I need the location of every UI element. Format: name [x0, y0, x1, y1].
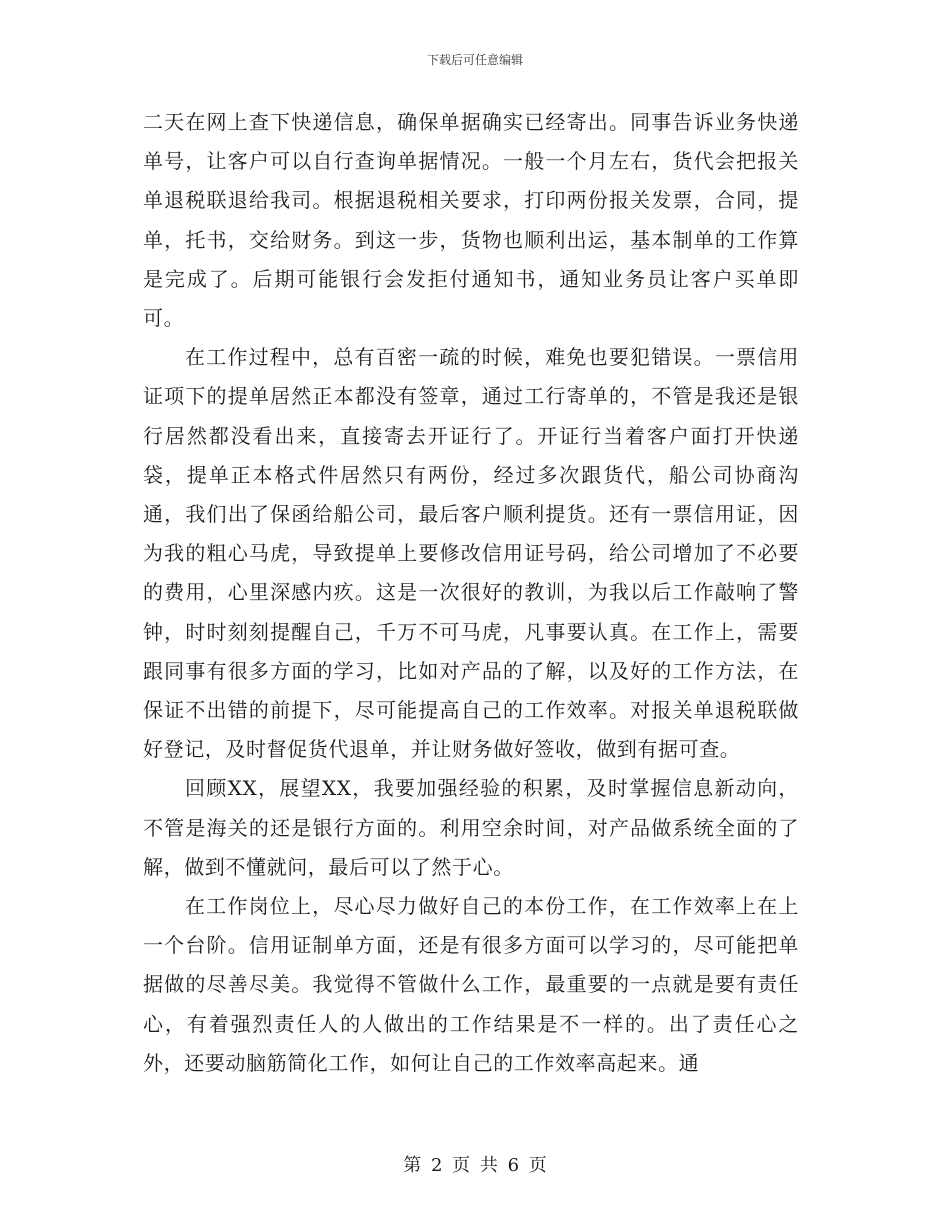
document-body: [143, 103, 799, 1083]
paragraph-3: 回顾XX，展望XX，我要加强经验的积累，及时掌握信息新动向，不管是海关的还是银行方面的。利用空余时间，对产品做系统全面的了解，做到不懂就问，最后可以了然于心。: [143, 776, 799, 879]
page-header: 下载后可任意编辑: [426, 53, 523, 67]
paragraph-1: 二天在网上查下快递信息，确保单据确实已经寄出。同事告诉业务快递单号，让客户可以自行查询单据情况。一般一个月左右，货代会把报关单退税联退给我司。根据退税相关要求，打印两份报关发票，合同，提单，托书，交给财务。到这一步，货物也顺利出运，基本制单的工作算是完成了。后期可能银行会发拒付通知书，通知业务员让客户买单即可。: [143, 110, 799, 331]
paragraph-2: 在工作过程中，总有百密一疏的时候，难免也要犯错误。一票信用证项下的提单居然正本都没有签章，通过工行寄单的，不管是我还是银行居然都没看出来，直接寄去开证行了。开证行当着客户面打开快递袋，提单正本格式件居然只有两份，经过多次跟货代，船公司协商沟通，我们出了保函给船公司，最后客户顺利提货。还有一票信用证，因为我的粗心马虎，导致提单上要修改信用证号码，给公司增加了不必要的费用，心里深感内疚。这是一次很好的教训，为我以后工作敲响了警钟，时时刻刻提醒自己，千万不可马虎，凡事要认真。在工作上，需要跟同事有很多方面的学习，比如对产品的了解，以及好的工作方法，在保证不出错的前提下，尽可能提高自己的工作效率。对报关单退税联做好登记，及时督促货代退单，并让财务做好签收，做到有据可查。: [143, 345, 799, 762]
paragraph-4: 在工作岗位上，尽心尽力做好自己的本份工作，在工作效率上在上一个台阶。信用证制单方面，还是有很多方面可以学习的，尽可能把单据做的尽善尽美。我觉得不管做什么工作，最重要的一点就是要有责任心，有着强烈责任人的人做出的工作结果是不一样的。出了责任心之外，还要动脑筋简化工作，如何让自己的工作效率高起来。通: [143, 894, 799, 1075]
page-number: 第 2 页 共 6 页: [403, 1155, 547, 1176]
